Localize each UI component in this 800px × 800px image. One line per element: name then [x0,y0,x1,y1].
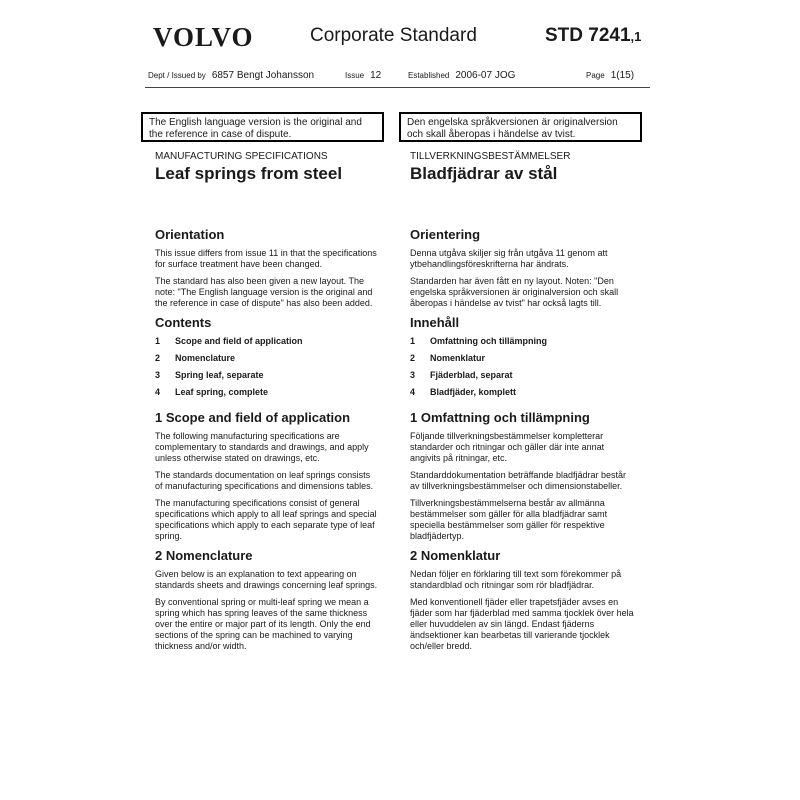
swedish-note-box: Den engelska språkversionen är originalversion och skall åberopas i händelse av tvist. [399,112,642,142]
page-value: 1(15) [610,70,635,81]
english-note-box: The English language version is the original and the reference in case of dispute. [141,112,384,142]
toc-item [155,370,380,387]
section-1-paragraph-1: The following manufacturing specifications are complementary to standards and drawings, and apply unless otherwise stated on drawings, etc. [155,431,369,463]
toc-label: Bladfjäder, komplett [430,387,517,397]
section-1-heading: 1 Omfattning och tillämpning [410,410,590,425]
orientation-paragraph-1: Denna utgåva skiljer sig från utgåva 11 genom att ytbehandlingsföreskrifterna har ändrats. [410,248,608,269]
toc-number: 2 [410,353,416,363]
toc-item [410,387,635,404]
dept-label: Dept / Issued by [148,71,206,80]
section-2-heading: 2 Nomenklatur [410,548,501,563]
toc-number: 4 [155,387,161,397]
toc-number: 3 [410,370,416,380]
toc-label: Scope and field of application [175,336,303,346]
dept-value: 6857 Bengt Johansson [211,70,315,81]
standard-revision: ,1 [630,29,642,44]
toc-item [155,336,380,353]
section-2-paragraph-2: By conventional spring or multi-leaf spring we mean a spring which has spring leaves of the same thickness over the entire or major part of its length. Only the end sections of the spring can be machined to varying thickness and/or width. [155,597,371,651]
document-type: Corporate Standard [310,25,477,46]
section-2-paragraph-1: Given below is an explanation to text appearing on standards sheets and drawings concerning leaf springs. [155,569,378,590]
section-2-paragraph-2: Med konventionell fjäder eller trapetsfjäder avses en fjäder som har fjäderblad med samma tjocklek över hela eller huvuddelen av sin längd. Endast fjäderns ändsektioner kan bearbetas till varierande tjocklek och/eller bredd. [410,597,634,651]
orientation-paragraph-1: This issue differs from issue 11 in that the specifications for surface treatment have been changed. [155,248,377,269]
volvo-logo: VOLVO [153,22,254,52]
toc-label: Fjäderblad, separat [430,370,513,380]
section-1-paragraph-1: Följande tillverkningsbestämmelser kompletterar standarder och ritningar och gäller där inte annat angivits på ritningar, etc. [410,431,605,463]
contents-heading: Innehåll [410,315,460,330]
section-2-heading: 2 Nomenclature [155,548,253,563]
toc-item [155,387,380,404]
standard-number [545,25,641,47]
orientation-heading: Orientation [155,227,225,242]
page-title: Leaf springs from steel [155,164,343,183]
spec-label: TILLVERKNINGSBESTÄMMELSER [410,151,571,162]
toc-label: Leaf spring, complete [175,387,269,397]
established-field [408,70,515,81]
section-1-paragraph-3: The manufacturing specifications consist of general specifications which apply to all leaf springs and special specifications which apply to each separate type of leaf spring. [155,498,377,541]
contents-list [155,336,380,404]
section-1-paragraph-2: The standards documentation on leaf springs consists of manufacturing specifications and dimensions tables. [155,470,374,491]
contents-list [410,336,635,404]
issue-value: 12 [370,70,382,81]
toc-item [410,353,635,370]
english-column [155,151,380,658]
toc-number: 2 [155,353,161,363]
spec-label: MANUFACTURING SPECIFICATIONS [155,151,328,162]
orientation-paragraph-2: The standard has also been given a new layout. The note: "The English language version is the original and the reference in case of dispute" has also been added. [155,276,373,308]
established-label: Established [408,71,450,80]
toc-number: 3 [155,370,161,380]
section-1-heading: 1 Scope and field of application [155,410,351,425]
toc-item [155,353,380,370]
toc-label: Spring leaf, separate [175,370,264,380]
toc-number: 1 [155,336,161,346]
page-title: Bladfjädrar av stål [410,164,558,183]
orientation-paragraph-2: Standarden har även fått en ny layout. Noten: "Den engelska språkversionen är originalversion och skall åberopas i händelse av tvist" har också lagts till. [410,276,619,308]
section-2-paragraph-1: Nedan följer en förklaring till text som förekommer på standardblad och ritningar som rör bladfjädrar. [410,569,622,590]
page-label: Page [586,71,605,80]
orientation-heading: Orientering [410,227,481,242]
standard-number-main: STD 7241 [545,25,631,46]
toc-number: 1 [410,336,416,346]
toc-item [410,336,635,353]
toc-item [410,370,635,387]
swedish-column [410,151,635,658]
contents-heading: Contents [155,315,212,330]
issue-field [345,70,381,81]
header-divider [145,87,650,88]
established-value: 2006-07 JOG [455,70,516,81]
section-1-paragraph-3: Tillverkningsbestämmelserna består av allmänna bestämmelser som gäller för alla bladfjädrar samt speciella bestämmelser som gäller för respektive bladfjädertyp. [410,498,608,541]
toc-number: 4 [410,387,416,397]
issue-label: Issue [345,71,365,80]
dept-field [148,70,314,81]
toc-label: Omfattning och tillämpning [430,336,547,346]
toc-label: Nomenclature [175,353,236,363]
page-field [586,70,634,81]
section-1-paragraph-2: Standarddokumentation beträffande bladfjädrar består av tillverkningsbestämmelser och dimensionstabeller. [410,470,626,491]
toc-label: Nomenklatur [430,353,486,363]
